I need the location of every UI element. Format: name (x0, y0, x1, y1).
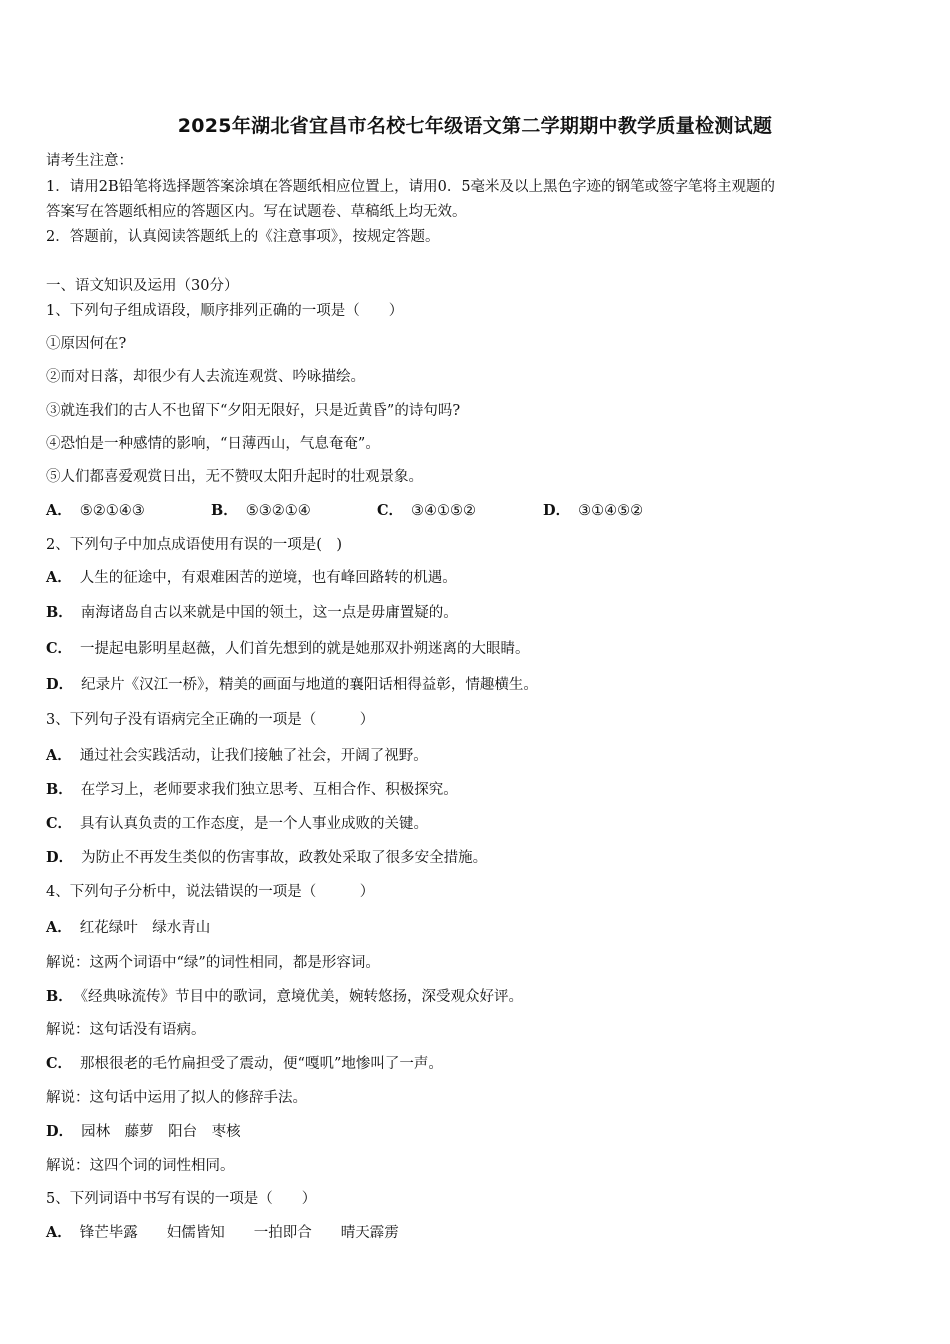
option-d: D． 为防止不再发生类似的伤害事故，政教处采取了很多安全措施。 (46, 849, 488, 866)
question-1-item: ④恐怕是一种感情的影响，“日薄西山，气息奄奄”。 (46, 436, 380, 452)
question-1-item: ①原因何在? (46, 336, 127, 352)
explanation: 解说：这句话中运用了拟人的修辞手法。 (46, 1090, 307, 1106)
option-d: D． 园林 藤萝 阳台 枣核 (46, 1123, 241, 1140)
question-4-stem: 4、下列句子分析中，说法错误的一项是（ ） (46, 884, 375, 900)
option-a: A． ⑤②①④③ (46, 502, 145, 519)
option-c: C． 那根很老的毛竹扁担受了震动，便“嘎叽”地惨叫了一声。 (46, 1055, 443, 1072)
option-c: C． 一提起电影明星赵薇，人们首先想到的就是她那双扑朔迷离的大眼睛。 (46, 640, 530, 657)
explanation: 解说：这句话没有语病。 (46, 1022, 206, 1038)
question-1-item: ⑤人们都喜爱观赏日出，无不赞叹太阳升起时的壮观景象。 (46, 469, 423, 485)
option-b: B． ⑤③②①④ (211, 502, 311, 519)
explanation: 解说：这四个词的词性相同。 (46, 1158, 235, 1174)
option-d: D． 纪录片《汉江一桥》，精美的画面与地道的襄阳话相得益彰，情趣横生。 (46, 676, 538, 693)
question-1-item: ②而对日落，却很少有人去流连观赏、吟咏描绘。 (46, 369, 365, 385)
explanation: 解说：这两个词语中“绿”的词性相同，都是形容词。 (46, 955, 380, 971)
notice-line-1-cont: 答案写在答题纸相应的答题区内。写在试题卷、草稿纸上均无效。 (46, 204, 467, 220)
option-b: B． 在学习上，老师要求我们独立思考、互相合作、积极探究。 (46, 781, 458, 798)
option-a: A． 红花绿叶 绿水青山 (46, 919, 211, 936)
option-b: B． 南海诸岛自古以来就是中国的领土，这一点是毋庸置疑的。 (46, 604, 458, 621)
option-b: B． 《经典咏流传》节目中的歌词，意境优美，婉转悠扬，深受观众好评。 (46, 988, 524, 1005)
option-a: A． 人生的征途中，有艰难困苦的逆境，也有峰回路转的机遇。 (46, 569, 457, 586)
section-heading: 一、语文知识及运用（30分） (46, 278, 239, 294)
option-c: C． ③④①⑤② (377, 502, 477, 519)
question-2-stem: 2、下列句子中加点成语使用有误的一项是( ) (46, 537, 343, 553)
notice-line-1: 1．请用2B铅笔将选择题答案涂填在答题纸相应位置上，请用0．5毫米及以上黑色字迹的钢笔或签字笔将主观题的 (46, 179, 776, 195)
question-1-stem: 1、下列句子组成语段，顺序排列正确的一项是（ ） (46, 303, 404, 319)
question-3-stem: 3、下列句子没有语病完全正确的一项是（ ） (46, 712, 375, 728)
question-5-stem: 5、下列词语中书写有误的一项是（ ） (46, 1191, 317, 1207)
option-c: C． 具有认真负责的工作态度，是一个人事业成败的关键。 (46, 815, 429, 832)
option-a: A． 通过社会实践活动，让我们接触了社会，开阔了视野。 (46, 747, 428, 764)
notice-heading: 请考生注意： (46, 153, 133, 169)
page-title: 2025年湖北省宜昌市名校七年级语文第二学期期中教学质量检测试题 (177, 115, 773, 137)
question-1-options (46, 501, 906, 521)
option-d: D． ③①④⑤② (543, 502, 644, 519)
option-a: A． 锋芒毕露 妇儒皆知 一拍即合 晴天霹雳 (46, 1224, 399, 1241)
notice-line-2: 2．答题前，认真阅读答题纸上的《注意事项》，按规定答题。 (46, 229, 440, 245)
question-1-item: ③就连我们的古人不也留下“夕阳无限好，只是近黄昏”的诗句吗? (46, 403, 461, 419)
